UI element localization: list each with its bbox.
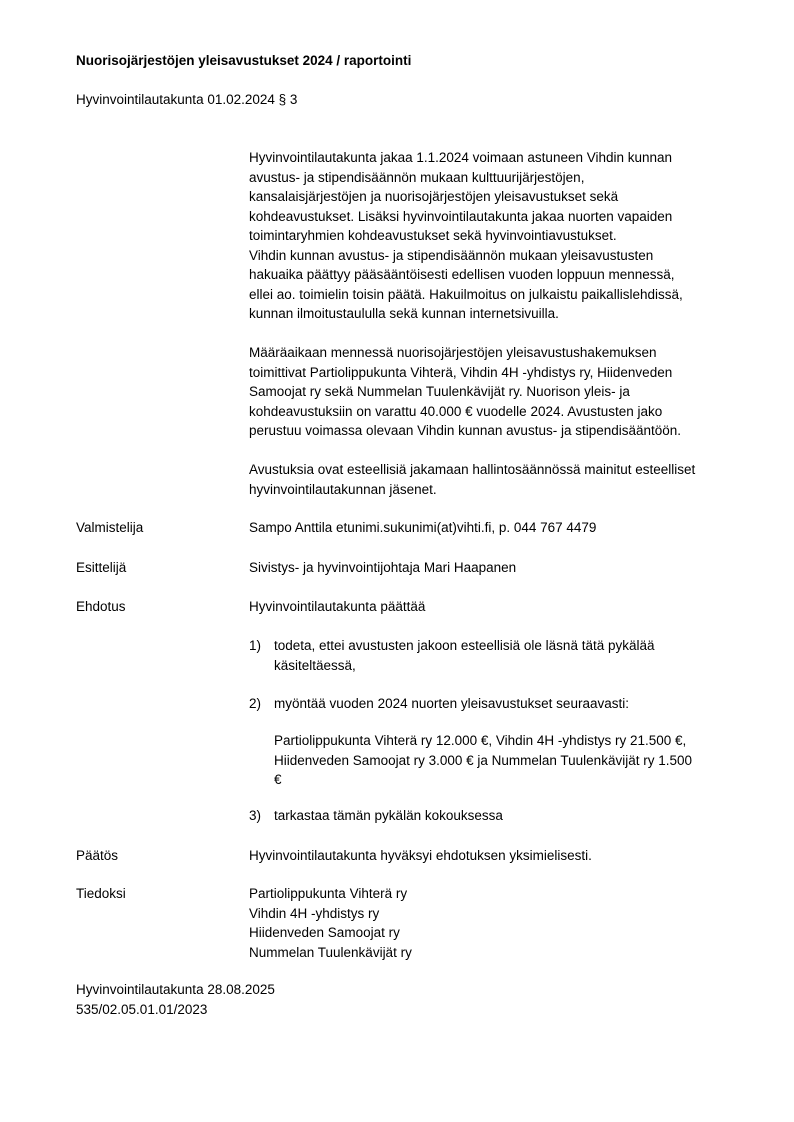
esittelija-value: Sivistys- ja hyvinvointijohtaja Mari Haapanen <box>249 560 517 575</box>
document-title: Nuorisojärjestöjen yleisavustukset 2024 / raportointi <box>76 53 412 68</box>
item-number: 2) <box>249 696 262 711</box>
text-line: hakuaika päättyy pääsääntöisesti edellisen vuoden loppuun mennessä, <box>249 267 675 282</box>
valmistelija-value: Sampo Anttila etunimi.sukunimi(at)vihti.fi, p. 044 767 4479 <box>249 520 597 535</box>
paragraph-disqualification <box>249 460 769 499</box>
text-line: Määräaikaan mennessä nuorisojärjestöjen yleisavustushakemuksen <box>249 345 657 360</box>
text-line: kohdeavustuksiin on varattu 40.000 € vuodelle 2024. Avustusten jako <box>249 403 663 419</box>
ehdotus-value: Hyvinvointilautakunta päättää <box>249 599 426 614</box>
item-number: 1) <box>249 638 262 653</box>
text-line: toimintaryhmien kohdeavustukset sekä hyvinvointiavustukset. <box>249 228 617 243</box>
paatos-label: Päätös <box>76 848 119 863</box>
paragraph-background <box>249 148 769 324</box>
text-line: kansalaisjärjestöjen ja nuorisojärjestöjen yleisavustukset sekä <box>249 189 619 204</box>
proposal-item-2 <box>0 694 794 714</box>
ehdotus-label: Ehdotus <box>76 599 126 614</box>
tiedoksi-label: Tiedoksi <box>76 886 126 901</box>
recipient: Partiolippukunta Vihterä ry <box>249 886 408 901</box>
grant-allocation <box>274 731 754 790</box>
text-line: avustus- ja stipendisäännön mukaan kulttuurijärjestöjen, <box>249 169 585 185</box>
item-text: tarkastaa tämän pykälän kokouksessa <box>274 808 503 823</box>
valmistelija-label: Valmistelija <box>76 520 144 535</box>
paatos-value: Hyvinvointilautakunta hyväksyi ehdotuksen yksimielisesti. <box>249 848 592 863</box>
recipient: Hiidenveden Samoojat ry <box>249 925 400 940</box>
footer-meeting: Hyvinvointilautakunta 28.08.2025 <box>76 982 275 997</box>
text-line: ellei ao. toimielin toisin päätä. Hakuilmoitus on julkaistu paikallislehdissä, <box>249 286 683 302</box>
text-line: Avustuksia ovat esteellisiä jakamaan hallintosäännössä mainitut esteelliset <box>249 462 696 477</box>
text-line: kohdeavustukset. Lisäksi hyvinvointilautakunta jakaa nuorten vapaiden <box>249 208 673 224</box>
text-line: hyvinvointilautakunnan jäsenet. <box>249 481 437 497</box>
footer-record-number: 535/02.05.01.01/2023 <box>76 1001 208 1017</box>
grant-line: Partiolippukunta Vihterä ry 12.000 €, Vihdin 4H -yhdistys ry 21.500 €, <box>274 733 687 748</box>
text-line: Hyvinvointilautakunta jakaa 1.1.2024 voimaan astuneen Vihdin kunnan <box>249 150 673 165</box>
tiedoksi-list <box>249 884 412 962</box>
recipient: Vihdin 4H -yhdistys ry <box>249 905 380 921</box>
text-line: kunnan ilmoitustaululla sekä kunnan internetsivuilla. <box>249 306 559 321</box>
text-line: Vihdin kunnan avustus- ja stipendisäännön mukaan yleisavustusten <box>249 247 654 263</box>
text-line: Samoojat ry sekä Nummelan Tuulenkävijät ry. Nuorison yleis- ja <box>249 384 630 399</box>
text-line: perustuu voimassa olevaan Vihdin kunnan avustus- ja stipendisääntöön. <box>249 423 682 438</box>
grant-line: Hiidenveden Samoojat ry 3.000 € ja Nummelan Tuulenkävijät ry 1.500 <box>274 752 692 768</box>
item-text: myöntää vuoden 2024 nuorten yleisavustukset seuraavasti: <box>274 696 629 711</box>
text-line: toimittivat Partiolippukunta Vihterä, Vihdin 4H -yhdistys ry, Hiidenveden <box>249 364 673 380</box>
recipient: Nummelan Tuulenkävijät ry <box>249 944 412 960</box>
item-number: 3) <box>249 808 262 823</box>
esittelija-label: Esittelijä <box>76 560 127 575</box>
meeting-reference: Hyvinvointilautakunta 01.02.2024 § 3 <box>76 92 298 107</box>
grant-line: € <box>274 772 282 787</box>
item-text: käsiteltäessä, <box>274 657 356 673</box>
proposal-item-3 <box>0 806 794 826</box>
proposal-item-1 <box>0 636 794 676</box>
footer <box>76 980 275 1019</box>
paragraph-applicants <box>249 343 769 441</box>
item-text: todeta, ettei avustusten jakoon esteellisiä ole läsnä tätä pykälää <box>274 638 655 653</box>
